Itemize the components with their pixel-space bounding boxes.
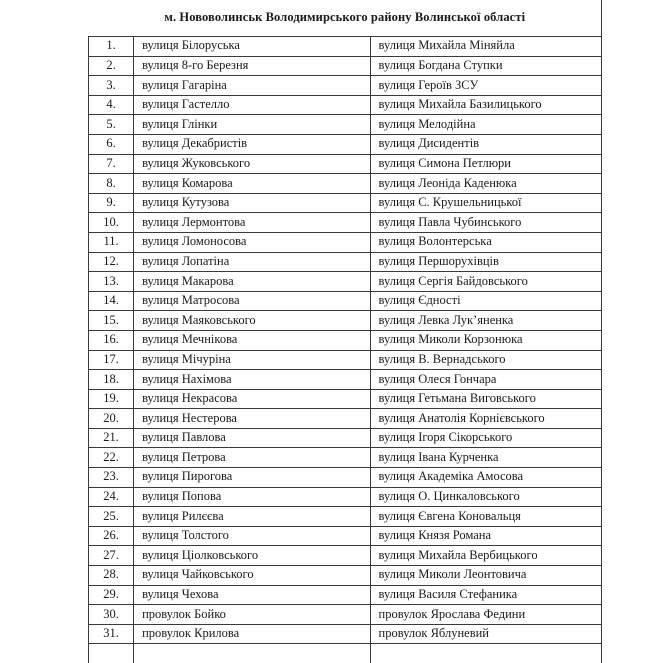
new-street-name: провулок Ярослава Федини: [370, 605, 601, 625]
old-street-name: вулиця Білоруська: [134, 37, 370, 57]
row-number: 17.: [89, 350, 134, 370]
row-number: [89, 644, 134, 663]
table-header: [89, 0, 602, 37]
old-street-name: вулиця Некрасова: [134, 389, 370, 409]
table-row: [89, 624, 602, 644]
table-row: [89, 428, 602, 448]
table-row: [89, 37, 602, 57]
table-row: [89, 272, 602, 292]
new-street-name: вулиця Левка Лук’яненка: [370, 311, 601, 331]
table-row: [89, 174, 602, 194]
row-number: 4.: [89, 95, 134, 115]
table-row: [89, 330, 602, 350]
row-number: 22.: [89, 448, 134, 468]
table-row: [89, 193, 602, 213]
table-row: [89, 291, 602, 311]
old-street-name: вулиця Рилєєва: [134, 507, 370, 527]
old-street-name: вулиця Петрова: [134, 448, 370, 468]
old-street-name: вулиця Гагаріна: [134, 76, 370, 96]
row-number: 7.: [89, 154, 134, 174]
old-street-name: вулиця Лермонтова: [134, 213, 370, 233]
row-number: 29.: [89, 585, 134, 605]
table-row: [89, 546, 602, 566]
new-street-name: вулиця Єдності: [370, 291, 601, 311]
old-street-name: вулиця Кутузова: [134, 193, 370, 213]
table-row: [89, 213, 602, 233]
new-street-name: вулиця Героїв ЗСУ: [370, 76, 601, 96]
new-street-name: вулиця Князя Романа: [370, 526, 601, 546]
old-street-name: вулиця Ломоносова: [134, 232, 370, 252]
new-street-name: вулиця Дисидентів: [370, 134, 601, 154]
new-street-name: вулиця В. Вернадського: [370, 350, 601, 370]
table-row: [89, 487, 602, 507]
old-street-name: вулиця Декабристів: [134, 134, 370, 154]
old-street-name: вулиця Ціолковського: [134, 546, 370, 566]
new-street-name: [370, 644, 601, 663]
new-street-name: вулиця Павла Чубинського: [370, 213, 601, 233]
row-number: 10.: [89, 213, 134, 233]
row-number: 12.: [89, 252, 134, 272]
old-street-name: вулиця Попова: [134, 487, 370, 507]
new-street-name: вулиця Василя Стефаника: [370, 585, 601, 605]
row-number: 3.: [89, 76, 134, 96]
table-row: [89, 154, 602, 174]
table-row: [89, 115, 602, 135]
table-row: [89, 605, 602, 625]
new-street-name: вулиця Миколи Корзонюка: [370, 330, 601, 350]
new-street-name: вулиця Ігоря Сікорського: [370, 428, 601, 448]
row-number: 23.: [89, 468, 134, 488]
new-street-name: вулиця Леоніда Каденюка: [370, 174, 601, 194]
new-street-name: вулиця Першорухівців: [370, 252, 601, 272]
new-street-name: вулиця Анатолія Корнієвського: [370, 409, 601, 429]
table-row: [89, 566, 602, 586]
row-number: 26.: [89, 526, 134, 546]
row-number: 8.: [89, 174, 134, 194]
table-row: [89, 507, 602, 527]
row-number: 30.: [89, 605, 134, 625]
new-street-name: вулиця Симона Петлюри: [370, 154, 601, 174]
document-title: м. Нововолинськ Володимирського району Волинської області: [89, 0, 602, 37]
street-renaming-table: [88, 0, 602, 663]
table-row: [89, 76, 602, 96]
new-street-name: вулиця Євгена Коновальця: [370, 507, 601, 527]
table-row: [89, 134, 602, 154]
row-number: 21.: [89, 428, 134, 448]
new-street-name: вулиця О. Цинкаловського: [370, 487, 601, 507]
row-number: 6.: [89, 134, 134, 154]
old-street-name: [134, 644, 370, 663]
row-number: 9.: [89, 193, 134, 213]
table-row: [89, 95, 602, 115]
new-street-name: вулиця Михайла Вербицького: [370, 546, 601, 566]
new-street-name: вулиця Олеся Гончара: [370, 370, 601, 390]
old-street-name: вулиця Комарова: [134, 174, 370, 194]
new-street-name: вулиця Сергія Байдовського: [370, 272, 601, 292]
old-street-name: вулиця 8-го Березня: [134, 56, 370, 76]
old-street-name: вулиця Толстого: [134, 526, 370, 546]
old-street-name: вулиця Макарова: [134, 272, 370, 292]
old-street-name: вулиця Матросова: [134, 291, 370, 311]
old-street-name: вулиця Маяковського: [134, 311, 370, 331]
table-row: [89, 526, 602, 546]
new-street-name: вулиця Михайла Міняйла: [370, 37, 601, 57]
table-row: [89, 232, 602, 252]
new-street-name: вулиця Академіка Амосова: [370, 468, 601, 488]
old-street-name: вулиця Нестерова: [134, 409, 370, 429]
old-street-name: вулиця Нахімова: [134, 370, 370, 390]
row-number: 13.: [89, 272, 134, 292]
row-number: 18.: [89, 370, 134, 390]
new-street-name: вулиця Миколи Леонтовича: [370, 566, 601, 586]
table-row: [89, 585, 602, 605]
table-row-partial: [89, 644, 602, 663]
new-street-name: провулок Яблуневий: [370, 624, 601, 644]
old-street-name: вулиця Чехова: [134, 585, 370, 605]
row-number: 14.: [89, 291, 134, 311]
table-row: [89, 389, 602, 409]
table-row: [89, 468, 602, 488]
old-street-name: вулиця Жуковського: [134, 154, 370, 174]
old-street-name: вулиця Чайковського: [134, 566, 370, 586]
row-number: 5.: [89, 115, 134, 135]
row-number: 11.: [89, 232, 134, 252]
new-street-name: вулиця Богдана Ступки: [370, 56, 601, 76]
old-street-name: вулиця Павлова: [134, 428, 370, 448]
new-street-name: вулиця Михайла Базилицького: [370, 95, 601, 115]
old-street-name: вулиця Лопатіна: [134, 252, 370, 272]
table-row: [89, 370, 602, 390]
row-number: 20.: [89, 409, 134, 429]
row-number: 27.: [89, 546, 134, 566]
row-number: 28.: [89, 566, 134, 586]
row-number: 19.: [89, 389, 134, 409]
new-street-name: вулиця С. Крушельницької: [370, 193, 601, 213]
table-row: [89, 448, 602, 468]
table-row: [89, 350, 602, 370]
old-street-name: вулиця Мечнікова: [134, 330, 370, 350]
row-number: 25.: [89, 507, 134, 527]
old-street-name: вулиця Глінки: [134, 115, 370, 135]
new-street-name: вулиця Івана Курченка: [370, 448, 601, 468]
old-street-name: вулиця Мічуріна: [134, 350, 370, 370]
new-street-name: вулиця Волонтерська: [370, 232, 601, 252]
table-row: [89, 56, 602, 76]
new-street-name: вулиця Мелодійна: [370, 115, 601, 135]
row-number: 31.: [89, 624, 134, 644]
table-body: [89, 37, 602, 663]
table-title-row: [89, 0, 602, 37]
old-street-name: вулиця Гастелло: [134, 95, 370, 115]
table-row: [89, 311, 602, 331]
table-row: [89, 252, 602, 272]
old-street-name: провулок Крилова: [134, 624, 370, 644]
old-street-name: вулиця Пирогова: [134, 468, 370, 488]
row-number: 2.: [89, 56, 134, 76]
new-street-name: вулиця Гетьмана Виговського: [370, 389, 601, 409]
row-number: 16.: [89, 330, 134, 350]
old-street-name: провулок Бойко: [134, 605, 370, 625]
row-number: 24.: [89, 487, 134, 507]
row-number: 15.: [89, 311, 134, 331]
table-row: [89, 409, 602, 429]
row-number: 1.: [89, 37, 134, 57]
